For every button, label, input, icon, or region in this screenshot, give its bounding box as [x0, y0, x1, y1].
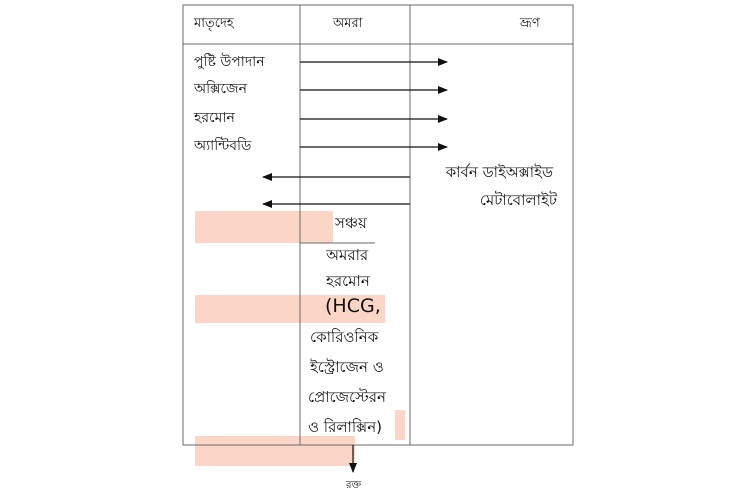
placenta-line-chorionic: কোরিওনিক	[310, 328, 379, 346]
label-nutrients: পুষ্টি উপাদান	[194, 54, 265, 70]
header-placenta: অমরা	[333, 16, 363, 31]
header-fetus: ভ্রূণ	[520, 16, 540, 31]
label-carbon-dioxide: কার্বন ডাইঅক্সাইড	[445, 163, 553, 181]
placenta-storage: সঞ্চয়	[335, 214, 367, 232]
placenta-line-amorar: অমরার	[326, 246, 369, 264]
label-oxygen: অক্সিজেন	[194, 81, 247, 97]
placenta-line-relaxin: ও রিলাক্সিন)	[308, 418, 382, 436]
label-hormone: হরমোন	[194, 110, 235, 126]
placenta-line-progesterone: প্রোজেস্টেরন	[308, 388, 386, 406]
header-maternal: মাতৃদেহ	[194, 16, 234, 31]
label-blood: রক্ত	[346, 480, 362, 491]
placenta-line-hcg: (HCG,	[325, 295, 381, 317]
placenta-line-hormone: হরমোন	[326, 272, 370, 290]
label-antibody: অ্যান্টিবডি	[194, 138, 252, 154]
label-metabolite: মেটাবোলাইট	[479, 191, 557, 209]
placenta-line-estrogen: ইস্ট্রোজেন ও	[310, 358, 384, 376]
